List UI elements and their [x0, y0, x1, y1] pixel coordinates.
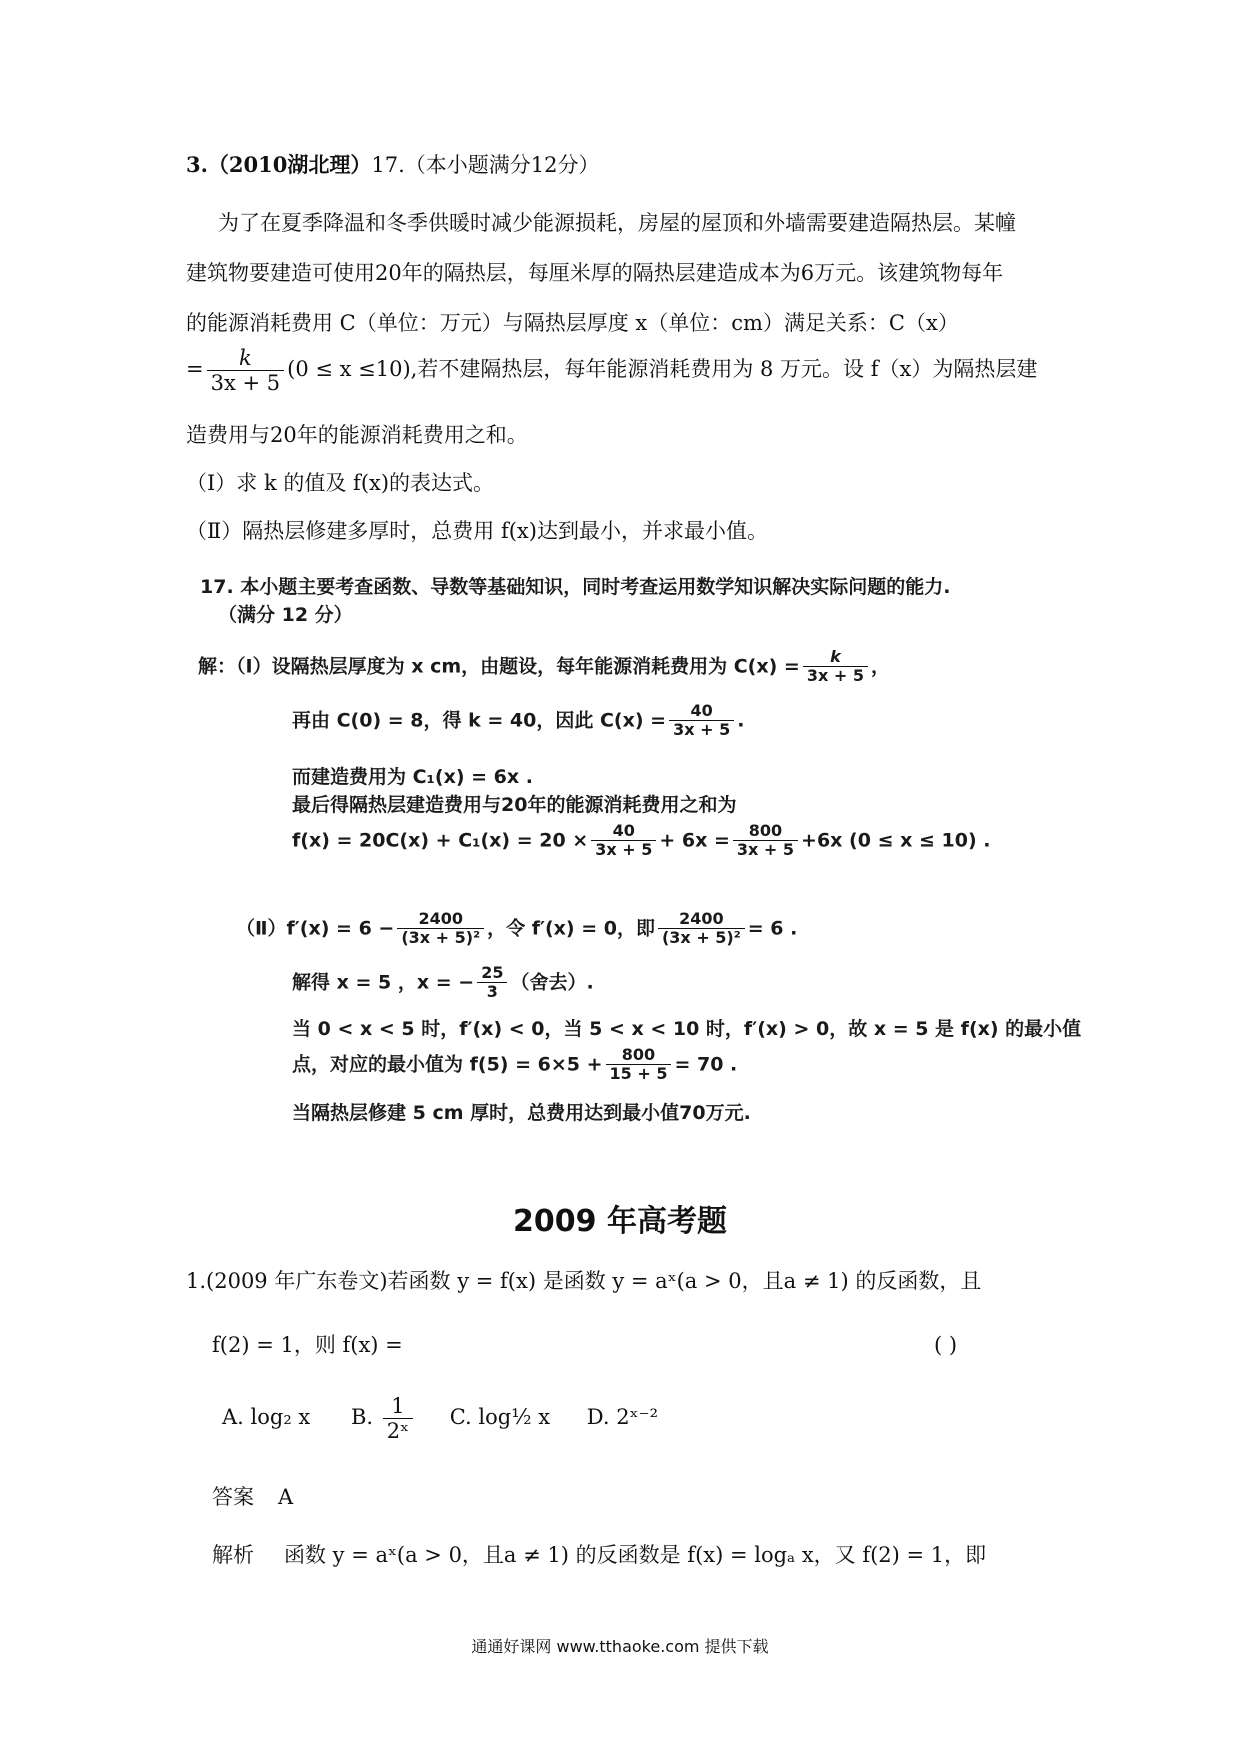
problem-2009-line-1: 1.(2009 年广东卷文)若函数 y = f(x) 是函数 y = aˣ(a > 0，且a ≠ 1) 的反函数，且: [186, 1269, 982, 1293]
cost-fraction-denominator: 3x + 5: [210, 371, 281, 396]
fraction-numerator: 1: [383, 1394, 413, 1419]
problem-line-1: 为了在夏季降温和冬季供暖时减少能源损耗，房屋的屋顶和外墙需要建造隔热层。某幢: [218, 211, 1016, 235]
fraction-denominator: 15 + 5: [609, 1064, 668, 1084]
solution-step-4: 最后得隔热层建造费用与20年的能源消耗费用之和为: [292, 794, 737, 816]
problem-header: [186, 150, 600, 180]
option-d: 2ˣ⁻²: [616, 1405, 658, 1430]
solution-step-6-b: ，令 f′(x) = 0，即: [487, 917, 655, 940]
option-b-fraction: [383, 1394, 413, 1443]
problem-2009-line-2: f(2) = 1，则 f(x) =: [212, 1333, 403, 1357]
option-d-label: D.: [586, 1405, 610, 1430]
solution-step-5-fraction-2: [733, 822, 798, 860]
solution-step-2-fraction: [669, 702, 734, 740]
equals-sign: =: [186, 357, 204, 382]
fraction-denominator: 3: [486, 982, 498, 1002]
fraction-numerator: 40: [669, 702, 734, 721]
problem-line-2: 建筑物要建造可使用20年的隔热层，每厘米厚的隔热层建造成本为6万元。该建筑物每年: [186, 261, 1004, 285]
solution-step-9-a: 点，对应的最小值为 f(5) = 6×5 +: [292, 1053, 603, 1076]
solution-step-2-end: .: [737, 709, 745, 732]
solution-step-5-c: +6x (0 ≤ x ≤ 10) .: [801, 829, 991, 852]
answer-label: 答案: [212, 1485, 254, 1509]
solution-step-5: [292, 822, 990, 860]
solution-step-7-b: （舍去）.: [510, 971, 594, 994]
solution-step-1-fraction: [803, 648, 868, 686]
solution-step-5-fraction-1: [591, 822, 656, 860]
page-footer: 通通好课网 www.tthaoke.com 提供下载: [471, 1637, 769, 1656]
analysis-line: [212, 1540, 986, 1570]
cost-fraction-numerator: k: [207, 346, 285, 371]
solution-step-9: [292, 1046, 737, 1084]
solution-step-5-b: + 6x =: [659, 829, 730, 852]
fraction-denominator: 2ˣ: [386, 1419, 410, 1444]
analysis-text: 函数 y = aˣ(a > 0，且a ≠ 1) 的反函数是 f(x) = logₐ x，又 f(2) = 1，即: [284, 1543, 987, 1567]
analysis-label: 解析: [212, 1543, 254, 1567]
fraction-numerator: k: [803, 648, 868, 667]
solution-intro-2: （满分 12 分）: [218, 604, 353, 626]
problem-line-4-rest: 若不建隔热层，每年能源消耗费用为 8 万元。设 f（x）为隔热层建: [417, 357, 1038, 382]
solution-part-2-label: （Ⅱ）: [236, 917, 287, 940]
solution-step-5-a: f(x) = 20C(x) + C₁(x) = 20 ×: [292, 829, 589, 852]
answer-blank: ( ): [934, 1333, 958, 1357]
problem-line-4: [186, 346, 1037, 395]
option-c: log½ x: [478, 1405, 551, 1430]
solution-step-3: 而建造费用为 C₁(x) = 6x .: [292, 766, 533, 788]
fraction-denominator: (3x + 5)²: [661, 928, 741, 948]
fraction-numerator: 25: [477, 964, 507, 983]
fraction-denominator: 3x + 5: [806, 666, 864, 686]
solution-step-6-a: f′(x) = 6 −: [286, 917, 395, 940]
option-b-label: B.: [350, 1405, 374, 1430]
answer-line: [212, 1482, 293, 1512]
cost-condition: (0 ≤ x ≤10),: [287, 357, 418, 382]
fraction-denominator: 3x + 5: [736, 840, 795, 860]
solution-step-9-b: = 70 .: [674, 1053, 738, 1076]
solution-step-7-fraction: [477, 964, 507, 1002]
problem-line-3: 的能源消耗费用 C（单位：万元）与隔热层厚度 x（单位：cm）满足关系：C（x）: [186, 311, 959, 335]
problem-header-rest: 17.（本小题满分12分）: [371, 153, 600, 177]
solution-step-7: [292, 964, 594, 1002]
fraction-numerator: 800: [733, 822, 798, 841]
solution-step-10: 当隔热层修建 5 cm 厚时，总费用达到最小值70万元.: [292, 1102, 751, 1124]
cost-fraction: [207, 346, 285, 395]
fraction-numerator: 2400: [658, 910, 745, 929]
section-heading: 2009 年高考题: [513, 1204, 727, 1239]
solution-step-1-end: ，: [870, 655, 890, 678]
solution-step-1: [198, 648, 890, 686]
solution-step-6-fraction-1: [397, 910, 484, 948]
problem-label: 3.（2010湖北理）: [186, 152, 372, 177]
solution-step-7-a: 解得 x = 5 ，x = −: [292, 971, 475, 994]
fraction-denominator: 3x + 5: [595, 840, 653, 860]
answer-options: [222, 1394, 658, 1443]
solution-step-6: [236, 910, 797, 948]
solution-step-6-fraction-2: [658, 910, 745, 948]
option-a-label: A.: [222, 1405, 244, 1430]
solution-step-9-fraction: [606, 1046, 672, 1084]
fraction-numerator: 2400: [397, 910, 484, 929]
fraction-denominator: (3x + 5)²: [401, 928, 481, 948]
fraction-denominator: 3x + 5: [673, 720, 731, 740]
answer-value: A: [278, 1485, 294, 1509]
solution-step-1-text: 设隔热层厚度为 x cm，由题设，每年能源消耗费用为 C(x) =: [271, 655, 800, 678]
solution-step-2-text: 再由 C(0) = 8，得 k = 40，因此 C(x) =: [292, 709, 667, 732]
question-2: （Ⅱ）隔热层修建多厚时，总费用 f(x)达到最小，并求最小值。: [186, 519, 768, 543]
solution-step-6-c: = 6 .: [747, 917, 798, 940]
solution-part-1-label: 解：（Ⅰ）: [198, 655, 272, 678]
option-c-label: C.: [449, 1405, 472, 1430]
solution-intro-1: 17. 本小题主要考查函数、导数等基础知识，同时考查运用数学知识解决实际问题的能力.: [200, 576, 951, 598]
solution-step-2: [292, 702, 744, 740]
question-1: （Ⅰ）求 k 的值及 f(x)的表达式。: [186, 471, 495, 495]
fraction-numerator: 40: [591, 822, 656, 841]
problem-line-5: 造费用与20年的能源消耗费用之和。: [186, 423, 528, 447]
option-a: log₂ x: [250, 1405, 311, 1430]
fraction-numerator: 800: [606, 1046, 672, 1065]
solution-step-8: 当 0 < x < 5 时，f′(x) < 0，当 5 < x < 10 时，f′(x) > 0，故 x = 5 是 f(x) 的最小值: [292, 1018, 1082, 1040]
